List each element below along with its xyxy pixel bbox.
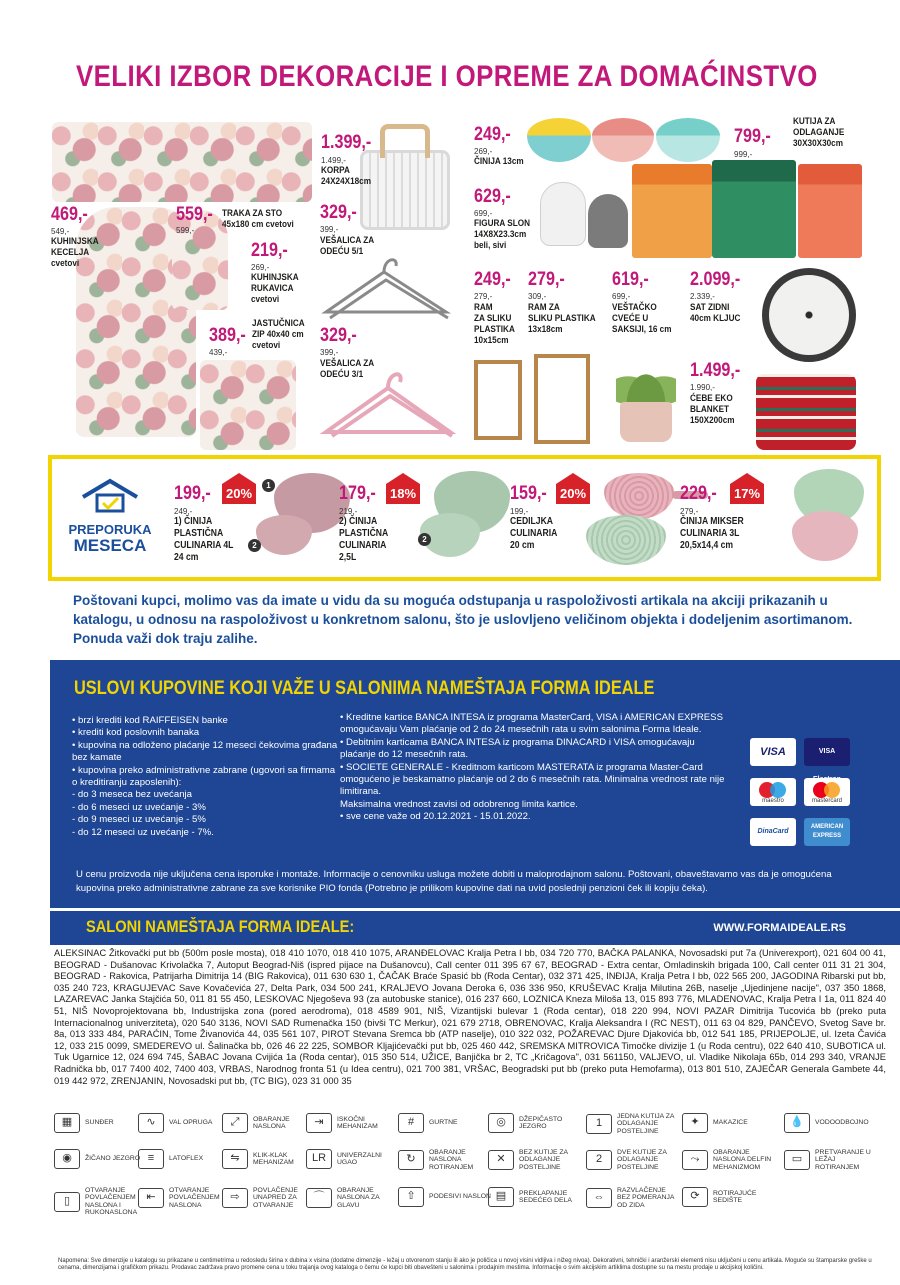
legend-label: LATOFLEX [169,1155,204,1163]
legend-item [398,1113,491,1133]
plant-leaves-image [616,358,676,404]
legend-label: VAL OPRUGA [169,1119,213,1127]
conditions-heading: USLOVI KUPOVINE KOJI VAŽE U SALONIMA NAMEŠTAJA FORMA IDEALE [74,678,655,699]
recommendation-logo [60,477,160,567]
vesalica1-desc: VEŠALICA ZA ODEĆU 5/1 [320,235,375,257]
jastucnica-desc: JASTUČNICA ZIP 40x40 cm cvetovi [252,318,305,351]
legend-label: VODOODBOJNO [815,1119,869,1127]
reco1-number-1: 1 [262,479,275,492]
legend-label: OTVARANJE POVLAČENJEM NASLONA I RUKONASLONA [85,1187,138,1217]
cvece-price: 619,- [612,269,649,290]
basket-image [360,150,450,230]
recommendation-label-2: MESECA [73,536,147,555]
legend-label: ŽIČANO JEZGRO [85,1155,141,1163]
storage-box-orange-image [632,164,712,258]
legend-item [222,1149,315,1169]
cinija-desc: ČINIJA 13cm [474,156,524,167]
water-icon: 💧 [784,1113,810,1133]
sponge-icon: ▦ [54,1113,80,1133]
legend-item [682,1113,775,1133]
legend-label: PREKLAPANJE SEDEĆEG DELA [519,1189,572,1204]
legend-label: OBARANJE NASLONA DELFIN MEHANIZMOM [713,1149,772,1171]
slon-desc: FIGURA SLON 14X8X23.3cm beli, sivi [474,218,530,251]
cebe-desc: ĆEBE EKO BLANKET 150X200cm [690,393,735,426]
recommendation-label-1: PREPORUKA [68,522,152,537]
webbing-icon: # [398,1113,424,1133]
kutija-old-price: 999,- [734,150,753,159]
conditions-column-2: • Kreditne kartice BANCA INTESA iz programa MasterCard, VISA i AMERICAN EXPRESS omogućavaju Vam plaćanje od 2 do 24 mesečnih rata u svim salonima Forma Ideale. • Debitnim karticama BANCA INTESA iz programa DINACARD i VISA omogućavaju plaćanje do 12 mesečnih rata. • SOCIETE GENERALE - Kreditnom karticom MASTERATA iz programa Master-Card omogućeno je beskamatno plaćanje od 2 do 6 mesečnih rata. Minimalna vrednost rate nije limitirana. Maksimalna vrednost zavisi od odobrenog limita kartice. • sve cene važe od 20.12.2021 - 15.01.2022. [340,712,725,823]
reco2-discount-badge: 18% [386,473,420,507]
legend-item [784,1113,877,1133]
pull-out-icon: ⇥ [306,1113,332,1133]
legend-item [398,1187,491,1207]
microfiber-icon: ✦ [682,1113,708,1133]
reco2-desc: 2) ČINIJA PLASTIČNA CULINARIA 2,5L [339,516,389,563]
conditions-footnote: U cenu proizvoda nije uključena cena isporuke i montaže. Informacije o cenovniku usluga možete dobiti u maloprodajnom salonu. Poštovani, obaveštavamo vas da je omogućena kupovina preko administrativne zabrane za sve korisnike PIO fonda (Potrebno je prilikom kupovine dati na uvid poslednji penzioni ček ili kopiju čeka). [76,869,832,894]
reco1-price: 199,- [174,483,211,504]
legend-item [306,1187,399,1209]
traka-desc: TRAKA ZA STO 45x180 cm cvetovi [222,208,294,230]
amex-card-icon: AMERICAN EXPRESS [804,818,850,846]
reco3-colander-green-image [586,515,666,565]
reco1-bowl-small-image [256,515,312,555]
kecelja-price: 469,- [51,204,88,225]
vesalica2-old-price: 399,- [320,348,339,357]
product-grid [0,112,900,457]
latoflex-icon: ≡ [138,1149,164,1169]
legend-label: PODESIVI NASLON [429,1193,491,1201]
legend-item [488,1187,581,1207]
legend-label: ROTIRAJUĆE SEDIŠTE [713,1189,757,1204]
yellow-bowl-image [527,118,591,162]
ram2-old-price: 309,- [528,292,547,301]
cinija-price: 249,- [474,124,511,145]
reco2-old-price: 219,- [339,507,358,516]
legend-item [488,1149,581,1171]
reversible-back-icon: ⤢ [222,1113,248,1133]
page-title: VELIKI IZBOR DEKORACIJE I OPREME ZA DOMAĆINSTVO [76,60,818,93]
maestro-card-icon: maestro [750,778,796,806]
ram1-desc: RAM ZA SLIKU PLASTIKA 10x15cm [474,302,515,346]
legend-item [586,1113,679,1135]
availability-notice: Poštovani kupci, molimo vas da imate u vidu da su moguća odstupanja u raspoloživosti artikala na akciji prikazanih u katalogu, u odnosu na raspoloživost u konkretnom salonu, što je uslovljeno veličinom objekta i dodeljenim asortimanom. Ponuda važi dok traju zalihe. [73,593,853,646]
reco4-desc: ČINIJA MIKSER CULINARIA 3L 20,5x14,4 cm [680,516,744,551]
legend-label: DŽEPIČASTO JEZGRO [519,1115,563,1130]
kutija-price: 799,- [734,126,771,147]
legend-item [138,1187,231,1209]
click-clack-icon: ⇋ [222,1149,248,1169]
reco4-discount-badge: 17% [730,473,764,507]
legend-label: MAKAZICE [713,1119,748,1127]
purchase-conditions-section [50,660,900,908]
storage-box-green-image [712,160,796,258]
sat-price: 2.099,- [690,269,741,290]
white-elephant-image [540,182,586,246]
legend-item [54,1113,147,1133]
legend-label: JEDNA KUTIJA ZA ODLAGANJE POSTELJINE [617,1113,675,1135]
spring-icon: ∿ [138,1113,164,1133]
legend-label: POVLAČENJE UNAPRED ZA OTVARANJE [253,1187,298,1209]
rotating-back-icon: ↻ [398,1150,424,1170]
jastucnica-old-price: 439,- [209,348,228,357]
armrest-icon: ▯ [54,1192,80,1212]
kecelja-old-price: 549,- [51,227,70,236]
traka-old-price: 599,- [176,226,195,235]
reco1-desc: 1) ČINIJA PLASTIČNA CULINARIA 4L 24 cm [174,516,234,563]
sat-old-price: 2.339,- [690,292,715,301]
korpa-old-price: 1.499,- [321,156,346,165]
no-box-icon: ✕ [488,1150,514,1170]
legend-label: GURTNE [429,1119,458,1127]
seat-pull-icon: ▤ [488,1187,514,1207]
vesalica1-price: 329,- [320,202,357,223]
legend-label: OTVARANJE POVLAČENJEM NASLONA [169,1187,220,1209]
table-runner-image [52,122,312,202]
legend-item [306,1149,399,1169]
two-boxes-icon: 2 [586,1150,612,1170]
bed-convert-icon: ▭ [784,1150,810,1170]
pull-open-icon: ⇤ [138,1188,164,1208]
cvece-desc: VEŠTAČKO CVEĆE U SAKSIJI, 16 cm [612,302,672,335]
vesalica2-desc: VEŠALICA ZA ODEĆU 3/1 [320,358,375,380]
rukavica-price: 219,- [251,240,288,261]
legend-item [682,1149,775,1171]
legend-item [138,1149,231,1169]
reco1-discount-badge: 20% [222,473,256,507]
pocket-spring-icon: ◎ [488,1113,514,1133]
forward-pull-icon: ⇨ [222,1188,248,1208]
one-box-icon: 1 [586,1114,612,1134]
frame2-image [534,354,590,444]
reco3-colander-pink-image [604,473,674,519]
dolphin-icon: ⤳ [682,1150,708,1170]
legend-label: ISKOČNI MEHANIZAM [337,1115,378,1130]
reco1-number-2: 2 [248,539,261,552]
legend-label: UNIVERZALNI UGAO [337,1151,382,1166]
headrest-icon: ⌒ [306,1188,332,1208]
legend-label: DVE KUTIJE ZA ODLAGANJE POSTELJINE [617,1149,667,1171]
legend-label: BEZ KUTIJE ZA ODLAGANJE POSTELJINE [519,1149,568,1171]
recommendation-box [48,455,881,581]
ram1-price: 249,- [474,269,511,290]
unfold-icon: ⇔ [586,1188,612,1208]
ram2-desc: RAM ZA SLIKU PLASTIKA 13x18cm [528,302,596,335]
lift-back-icon: ⇧ [398,1187,424,1207]
wall-clock-image [762,268,856,362]
vesalica1-old-price: 399,- [320,225,339,234]
legend-item [54,1149,147,1169]
legend-item [682,1187,775,1207]
dinacard-card-icon: DinaCard [750,818,796,846]
rukavica-desc: KUHINJSKA RUKAVICA cvetovi [251,272,299,305]
traka-price: 559,- [176,204,213,225]
legend-item [586,1149,679,1171]
legend-item [54,1187,147,1217]
legend-label: OBARANJE NASLONA [253,1115,290,1130]
legend-label: PRETVARANJE U LEŽAJ ROTIRANJEM [815,1149,871,1171]
legend-label: OBARANJE NASLONA ROTIRANJEM [429,1149,474,1171]
cebe-price: 1.499,- [690,360,741,381]
reco3-discount-badge: 20% [556,473,590,507]
legend-label: OBARANJE NASLONA ZA GLAVU [337,1187,380,1209]
conditions-column-1: • brzi krediti kod RAIFFEISEN banke • krediti kod poslovnih banaka • kupovina na odloženo plaćanje 12 meseci čekovima građana bez kamate • kupovina preko administrativne zabrane (ugovori sa firmama o kreditiranju zaposlenih): - do 3 meseca bez uvećanja - do 6 meseci uz uvećanje - 3% - do 9 meseci uz uvećanje - 5% - do 12 meseci uz uvećanje - 7%. [72,715,338,838]
vesalica2-price: 329,- [320,325,357,346]
legend-label: KLIK-KLAK MEHANIZAM [253,1151,294,1166]
frame1-image [474,360,522,440]
reco3-desc: CEDILJKA CULINARIA 20 cm [510,516,558,551]
salons-list: ALEKSINAC Žitkovački put bb (500m posle mosta), 018 410 1070, 018 410 1075, ARANĐELOVAC Kralja Petra I bb, 034 720 770, BAČKA PALANKA, Novosadski put 7a (Univerexport), 021 604 00 41, BEOGRAD - Dušanovac Krivolačka 7, Autoput Beograd-Niš (ispred pijace na Dušanovcu), Call center 011 395 67 67, BEOGRAD - Extra centar, Omladinskih brigada 100, Call center 011 31 21 304, BEOGRAD - Rakovica, Patrijarha Dimitrija 14 (BIG Rakovica), 011 630 630 1, ČAČAK Braće Spasić bb (Roda Centar), 032 371 425, INĐIJA, Kralja Petra I bb, 022 565 200, JAGODINA Ribarski put bb, 035 240 723, KRAGUJEVAC Save Kovačevića 27, Delta Park, 034 500 241, KRALJEVO Jovana Deroka 6, 036 336 950, KRUŠEVAC Kralja Milutina 26B, naselje „Ujedinjene nacije", 037 350 1868, LAZAREVAC Janka Stajčića 50, 011 81 55 450, LESKOVAC Njegoševa 93 (za autobuske stanice), 016 237 660, LOZNICA Kneza Miloša 13, 015 893 776, MLADENOVAC, Kralja Petra I 1a, 011 824 40 51, NIŠ Novoprojektovana bb, Industrijska zona (pored aerodroma), 018 4589 901, NIŠ, Vizantijski bulevar 1 (Roda centar), 018 220 994, NOVI PAZAR Dimitrija Tucovića bb (preko puta Internacionalnog univerziteta), 020 540 3136, NOVI SAD Rumenačka 150 (bivši TC Merkur), 021 679 2718, OBRENOVAC, Kralja Aleksandra I (RC NEST), 011 63 04 829, PANČEVO, Svetog Save br. 8a, 013 333 484, PARAĆIN, Tome Živanovića 44, 035 561 107, PIROT Stevana Sremca bb (ATP naselje), 010 322 032, POŽAREVAC Djure Djakovića bb, 012 541 185, PRIJEPOLJE, ul. Izeta Čavića 12, 033 215 0099, SMEDEREVO ul. Šalinačka bb, 026 46 22 225, SOMBOR Kljajićevački put bb, 025 460 442, SREMSKA MITROVICA Timočke divizije 1 (u Roda centru), 022 640 410, SUBOTICA ul. Tuk Ugarnice 12, 024 694 745, ŠABAC Jovana Cvijića 1a (Roda centar), 015 350 514, UŽICE, Banjička br 2, TC „Kričagova", 031 561150, VALJEVO, ul. Vladike Nikolaja 65b, 014 293 340, VRANJE Radnička bb, 017 7400 402, 7400 403, VRBAS, Narodnog fronta 51 (u Idea centru), 021 700 381, VRŠAC, Beogradski put bb (preko puta Hemofarma), 013 801 510, ZAJEČAR Generala Gambete 44, 019 442 972, ZRENJANIN, Novosadski put bb, (TC BIG), 023 31 000 35 [54,948,886,1086]
disclaimer: Napomena: Sve dimenzije u katalogu su prikazane u centimetrima u redosledu širina x dubina x visina (dodatne dimenzije - ležaj u otvorenom stanju ili ako je poličica u novoj visini vidljiva i nižeg nivoa). Dekorativni, tehnički i aranžerski elementi nisu uključeni u cenu artikala. Moguće su štamparske greške u cenama, dimenzijama i grafičkom prikazu. Prodavac zadržava pravo promene cena u toku trajanja ovog kataloga o čemu će kupci biti obavešteni u salonima i prodajnim mestima. Informacije o svim akcijskim artiklima dostupne su na mestu prodaje u akcijskoj količini. [58,1258,872,1272]
cvece-old-price: 699,- [612,292,631,301]
plant-pot-image [620,402,672,442]
legend-item [222,1187,315,1209]
legend-item [488,1113,581,1133]
storage-box-coral-image [798,164,862,258]
legend-item [398,1149,491,1171]
legend-item [222,1113,315,1133]
sat-desc: SAT ZIDNI 40cm KLJUC [690,302,741,324]
reco3-price: 159,- [510,483,547,504]
cebe-old-price: 1.990,- [690,383,715,392]
legend-item [306,1113,399,1133]
visa-electron-card-icon: VISA [804,738,850,766]
universal-corner-icon: LR [306,1149,332,1169]
grey-elephant-image [588,194,628,248]
legend-label: RAZVLAČENJE BEZ POMERANJA OD ZIDA [617,1187,675,1209]
rukavica-old-price: 269,- [251,263,270,272]
korpa-desc: KORPA 24X24X18cm [321,165,371,187]
mastercard-card-icon: mastercard [804,778,850,806]
legend-item [138,1113,231,1133]
ram2-price: 279,- [528,269,565,290]
cinija-old-price: 269,- [474,147,493,156]
slon-old-price: 699,- [474,209,493,218]
visa-card-icon: VISA [750,738,796,766]
korpa-price: 1.399,- [321,132,372,153]
salons-heading: SALONI NAMEŠTAJA FORMA IDEALE: [86,917,355,936]
jastucnica-price: 389,- [209,325,246,346]
reco1-old-price: 249,- [174,507,193,516]
kecelja-desc: KUHINJSKA KECELJA cvetovi [51,236,99,269]
pink-hangers-image [318,352,458,447]
ram1-old-price: 279,- [474,292,493,301]
mint-bowl-image [656,118,720,162]
slon-price: 629,- [474,186,511,207]
basket-handle-image [380,124,430,158]
rotating-seat-icon: ⟳ [682,1187,708,1207]
reco2-price: 179,- [339,483,376,504]
legend-item [586,1187,679,1209]
legend-label: SUNĐER [85,1119,114,1127]
legend-item [784,1149,877,1171]
house-check-icon [77,477,143,513]
reco4-old-price: 279,- [680,507,699,516]
reco3-old-price: 199,- [510,507,529,516]
reco4-price: 229,- [680,483,717,504]
salons-header-bar [50,911,900,945]
pillow-case-image [200,360,296,450]
reco4-mixing-bowl-pink-image [792,511,858,561]
wire-core-icon: ◉ [54,1149,80,1169]
kutija-desc: KUTIJA ZA ODLAGANJE 30X30X30cm [793,116,845,149]
pink-bowl-image [592,118,654,162]
reco2-number-2: 2 [418,533,431,546]
feature-legend [54,1113,890,1243]
grey-hangers-image [318,242,458,332]
blanket-image [756,374,856,450]
website-link[interactable]: WWW.FORMAIDEALE.RS [713,922,846,934]
